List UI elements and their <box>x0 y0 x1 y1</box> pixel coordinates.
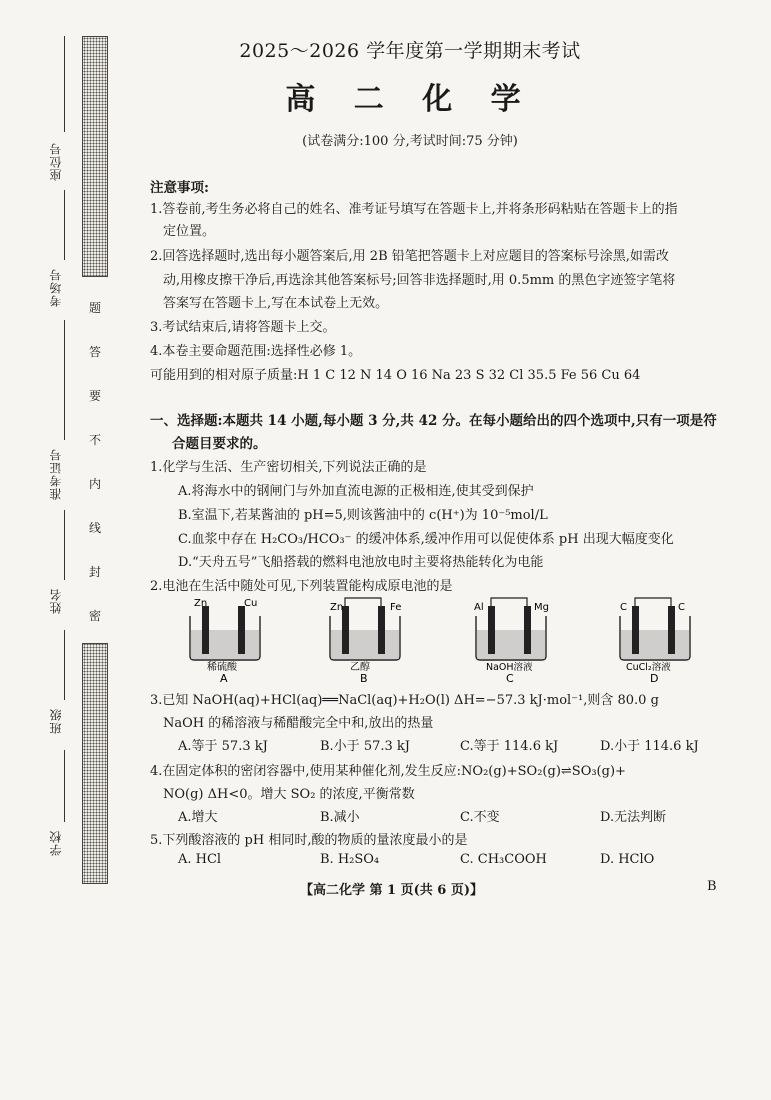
school-label: 学校 <box>49 830 63 856</box>
cell-c-left-electrode: Al <box>474 602 484 613</box>
note-line: 1.答卷前,考生务必将自己的姓名、准考证号填写在答题卡上,并将条形码粘贴在答题卡上的指 <box>150 202 678 217</box>
cell-c-option: C <box>506 672 514 682</box>
q1-option-d: D.“天舟五号”飞船搭载的燃料电池放电时主要将热能转化为电能 <box>178 555 544 570</box>
q3-stem-line1: 3.已知 NaOH(aq)+HCl(aq)══NaCl(aq)+H₂O(l) ΔH=−57.3 kJ·mol⁻¹,则含 80.0 g <box>150 693 659 708</box>
exam-room-label: 考场号 <box>49 268 63 307</box>
seal-char: 线 <box>88 521 101 535</box>
cell-d-option: D <box>650 672 659 682</box>
cell-c <box>474 598 549 682</box>
exam-room-line <box>64 190 65 260</box>
page-footer: 【高二化学 第 1 页(共 6 页)】 <box>300 883 484 898</box>
seal-char: 答 <box>88 345 101 359</box>
seal-notice <box>82 276 108 644</box>
cell-a-solution: 稀硫酸 <box>207 662 237 673</box>
q1-option-b: B.室温下,若某酱油的 pH=5,则该酱油中的 c(H⁺)为 10⁻⁵mol/L <box>178 508 548 523</box>
q4-option-b: B.减小 <box>320 810 360 825</box>
seal-char: 要 <box>88 389 101 403</box>
cell-b <box>330 598 401 682</box>
notes-title: 注意事项: <box>150 180 209 196</box>
q4-option-c: C.不变 <box>460 810 500 825</box>
q4-option-a: A.增大 <box>178 810 218 825</box>
q4-stem-line1: 4.在固定体积的密闭容器中,使用某种催化剂,发生反应:NO₂(g)+SO₂(g)⇌SO₃(g)+ <box>150 764 626 779</box>
cell-d-solution: CuCl₂溶液 <box>626 662 671 673</box>
subject-title: 高 二 化 学 <box>285 82 535 117</box>
q4-option-d: D.无法判断 <box>600 810 667 825</box>
q3-option-c: C.等于 114.6 kJ <box>460 739 559 754</box>
section-heading: 一、选择题:本题共 14 小题,每小题 3 分,共 42 分。在每小题给出的四个选项中,只有一项是符 <box>150 413 717 429</box>
cell-a-option: A <box>220 672 228 682</box>
note-line: 4.本卷主要命题范围:选择性必修 1。 <box>150 344 362 359</box>
q1-option-a: A.将海水中的钢闸门与外加直流电源的正极相连,使其受到保护 <box>178 484 534 499</box>
section-heading-cont: 合题目要求的。 <box>172 436 267 452</box>
q5-option-a: A. HCl <box>178 852 222 867</box>
q3-option-b: B.小于 57.3 kJ <box>320 739 410 754</box>
q3-option-a: A.等于 57.3 kJ <box>178 739 268 754</box>
note-line: 3.考试结束后,请将答题卡上交。 <box>150 320 336 335</box>
note-line: 答案写在答题卡上,写在本试卷上无效。 <box>163 296 389 311</box>
seal-char: 内 <box>88 477 101 491</box>
q5-option-d: D. HClO <box>600 852 655 867</box>
cell-a-left-electrode: Zn <box>194 598 208 609</box>
q2-cell-diagrams <box>180 596 720 682</box>
paper-code: B <box>707 879 717 894</box>
cell-c-right-electrode: Mg <box>534 602 549 613</box>
name-line <box>64 510 65 580</box>
q5-option-c: C. CH₃COOH <box>460 852 547 867</box>
q1-option-c: C.血浆中存在 H₂CO₃/HCO₃⁻ 的缓冲体系,缓冲作用可以促使体系 pH 出现大幅度变化 <box>178 532 674 547</box>
q3-stem-line2: NaOH 的稀溶液与稀醋酸完全中和,放出的热量 <box>163 716 434 731</box>
class-line <box>64 630 65 700</box>
school-line <box>64 750 65 822</box>
cell-b-solution: 乙醇 <box>350 662 370 673</box>
q1-stem: 1.化学与生活、生产密切相关,下列说法正确的是 <box>150 460 427 475</box>
q2-stem: 2.电池在生活中随处可见,下列装置能构成原电池的是 <box>150 579 453 594</box>
note-line: 动,用橡皮擦干净后,再选涂其他答案标号;回答非选择题时,用 0.5mm 的黑色字迹签字笔将 <box>163 273 676 288</box>
seal-char: 封 <box>88 565 101 579</box>
cell-b-left-electrode: Zn <box>330 602 344 613</box>
exam-info: (试卷满分:100 分,考试时间:75 分钟) <box>302 134 518 149</box>
seal-char: 题 <box>88 301 101 315</box>
cell-b-right-electrode: Fe <box>390 602 402 613</box>
seat-number-line <box>64 36 65 132</box>
cell-d-right-electrode: C <box>678 602 685 613</box>
class-label: 班级 <box>49 708 63 734</box>
cell-a-right-electrode: Cu <box>244 598 258 609</box>
q5-stem: 5.下列酸溶液的 pH 相同时,酸的物质的量浓度最小的是 <box>150 833 468 848</box>
note-line: 定位置。 <box>163 224 216 239</box>
cell-a <box>190 598 260 682</box>
exam-title: 2025～2026 学年度第一学期期末考试 <box>239 40 581 62</box>
cell-d <box>620 598 690 682</box>
seat-number-label: 座位号 <box>49 142 63 181</box>
note-line: 2.回答选择题时,选出每小题答案后,用 2B 铅笔把答题卡上对应题目的答案标号涂黑,如需改 <box>150 249 669 264</box>
seal-char: 不 <box>88 433 101 447</box>
seal-char: 密 <box>88 609 101 623</box>
q4-stem-line2: NO(g) ΔH<0。增大 SO₂ 的浓度,平衡常数 <box>163 787 415 802</box>
cell-c-solution: NaOH溶液 <box>486 662 533 673</box>
cell-d-left-electrode: C <box>620 602 627 613</box>
admission-number-line <box>64 320 65 440</box>
atomic-masses: 可能用到的相对原子质量:H 1 C 12 N 14 O 16 Na 23 S 32 Cl 35.5 Fe 56 Cu 64 <box>150 368 641 383</box>
name-label: 姓名 <box>49 588 63 614</box>
admission-number-label: 准考证号 <box>49 448 63 500</box>
q5-option-b: B. H₂SO₄ <box>320 852 380 867</box>
cell-b-option: B <box>360 672 368 682</box>
q3-option-d: D.小于 114.6 kJ <box>600 739 699 754</box>
